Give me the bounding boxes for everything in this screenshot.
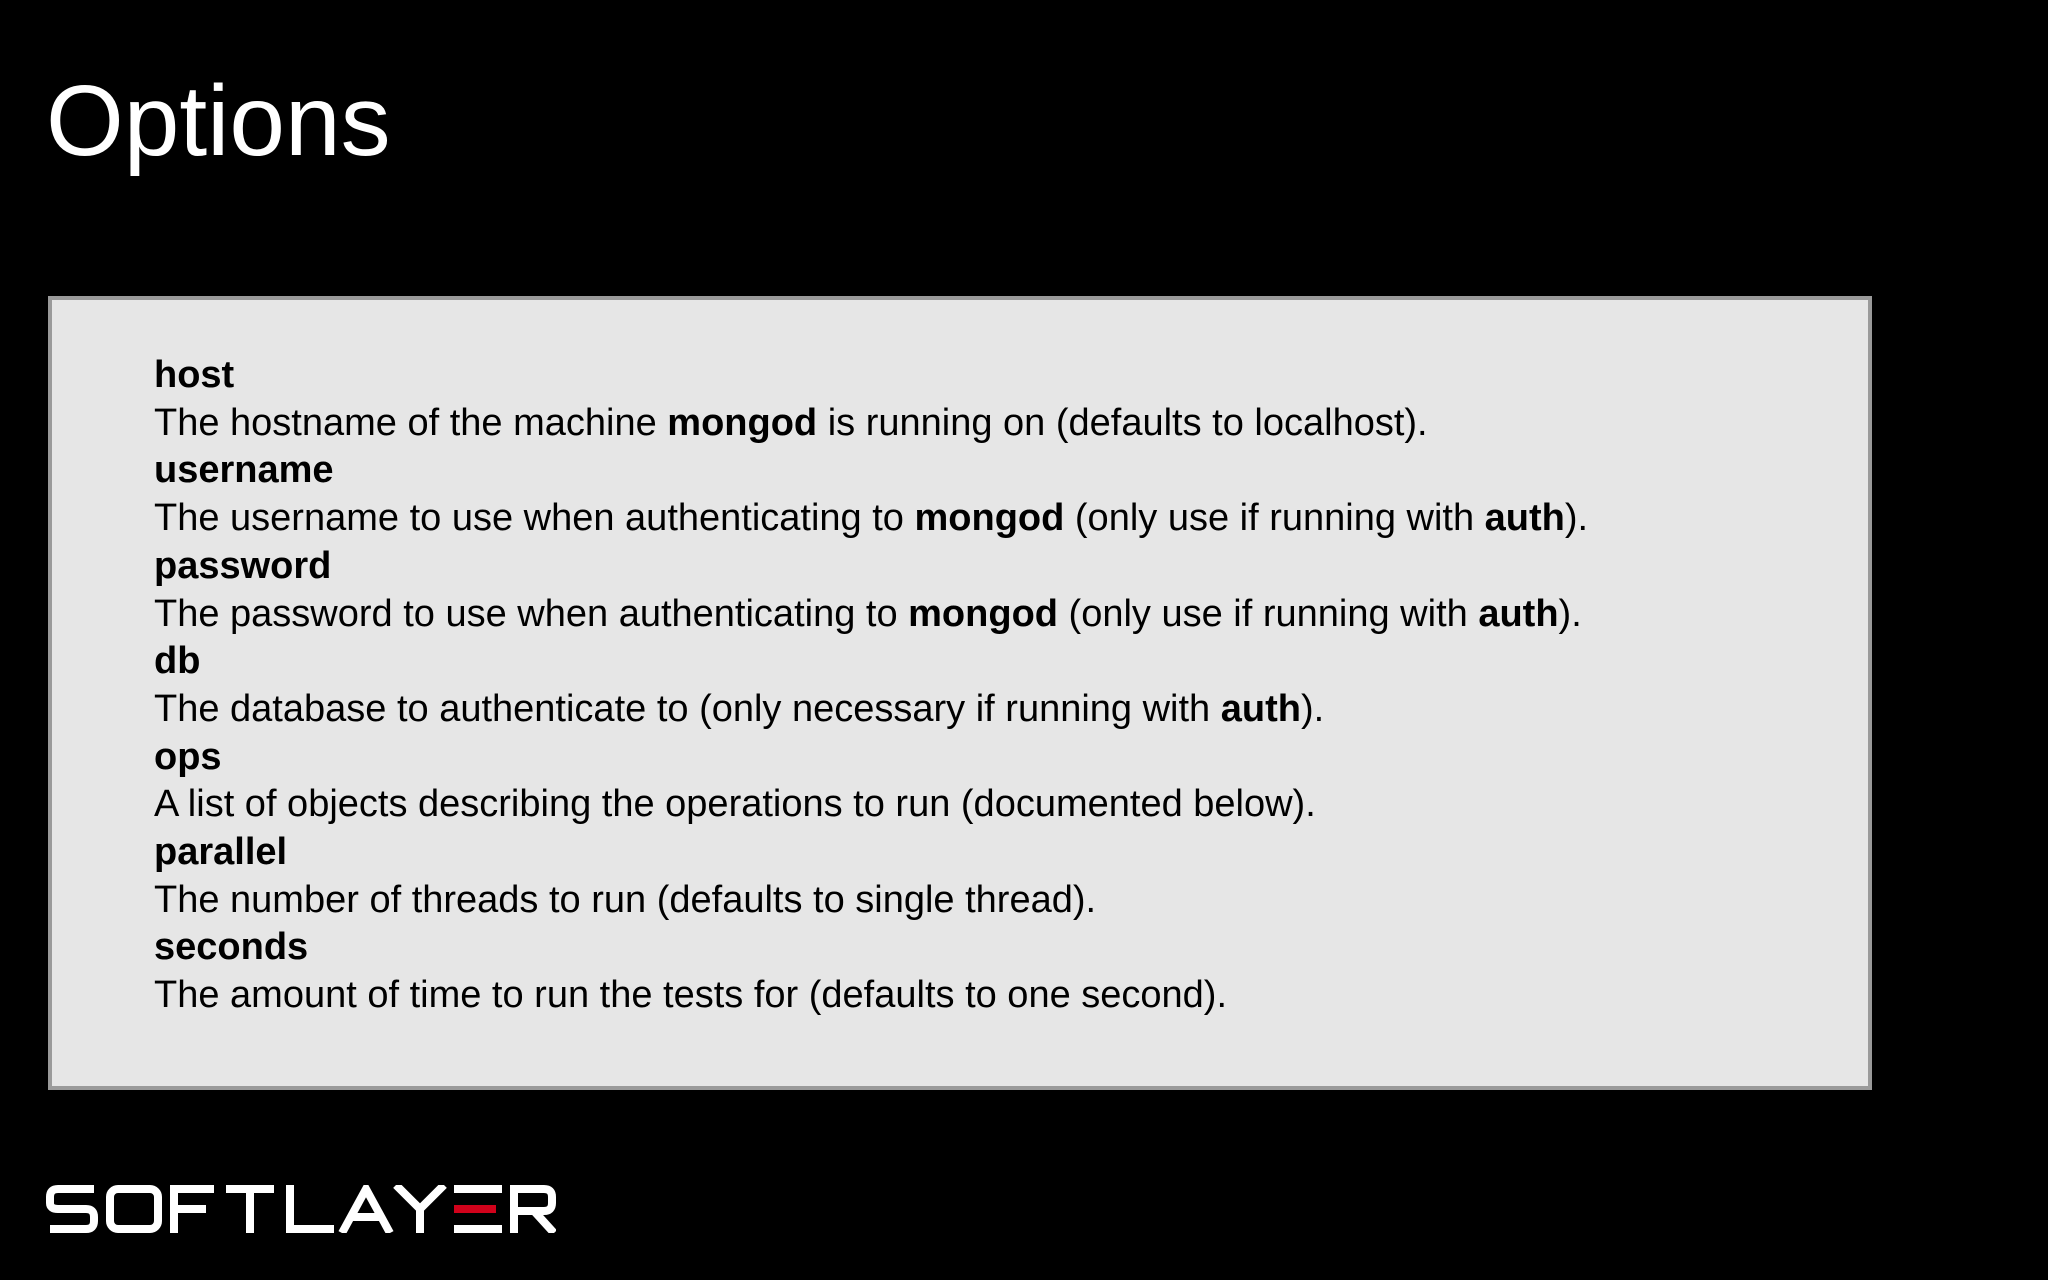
option-ops: [154, 734, 1868, 829]
option-username: [154, 447, 1868, 542]
option-description-text: (only use if running with: [1064, 497, 1485, 540]
option-term: password: [154, 544, 332, 587]
option-password: [154, 543, 1868, 638]
option-description: [154, 495, 1868, 543]
option-description-text: The number of threads to run (defaults to single thread).: [154, 878, 1097, 921]
option-term: host: [154, 354, 235, 396]
option-description-emphasis: mongod: [908, 592, 1058, 635]
option-description-text: A list of objects describing the operations to run (documented below).: [154, 783, 1316, 826]
option-description: [154, 400, 1868, 448]
option-parallel: [154, 829, 1868, 924]
option-description: [154, 686, 1868, 734]
option-host: [154, 352, 1868, 447]
options-panel: [48, 296, 1872, 1090]
option-description-emphasis: auth: [1478, 592, 1559, 635]
logo-e-mark: [454, 1185, 502, 1233]
option-term: username: [154, 449, 334, 492]
option-description: [154, 877, 1868, 925]
option-description: [154, 591, 1868, 639]
option-description-text: (only use if running with: [1058, 592, 1479, 635]
softlayer-logo: [46, 1185, 556, 1233]
option-description-text: ).: [1300, 687, 1325, 730]
option-description-text: The password to use when authenticating to: [154, 592, 909, 635]
option-term: db: [154, 640, 201, 683]
option-description-text: The database to authenticate to (only necessary if running with: [154, 687, 1221, 730]
option-description-text: ).: [1564, 497, 1589, 540]
option-seconds: [154, 924, 1868, 1019]
option-description-emphasis: mongod: [667, 401, 818, 444]
option-description: [154, 781, 1868, 829]
option-term: ops: [154, 735, 222, 778]
option-term: seconds: [154, 926, 309, 969]
option-description-text: is running on (defaults to localhost).: [817, 401, 1428, 444]
slide-title: Options: [46, 65, 391, 177]
option-description-text: The hostname of the machine: [154, 401, 668, 444]
option-db: [154, 638, 1868, 733]
option-description-emphasis: auth: [1220, 687, 1301, 730]
option-description-text: ).: [1558, 592, 1582, 635]
option-description: [154, 972, 1868, 1020]
option-description-text: The username to use when authenticating to: [154, 497, 915, 540]
option-description-emphasis: mongod: [914, 497, 1065, 540]
option-description-emphasis: auth: [1484, 497, 1565, 540]
option-description-text: The amount of time to run the tests for (defaults to one second).: [154, 974, 1228, 1017]
option-term: parallel: [154, 831, 288, 874]
